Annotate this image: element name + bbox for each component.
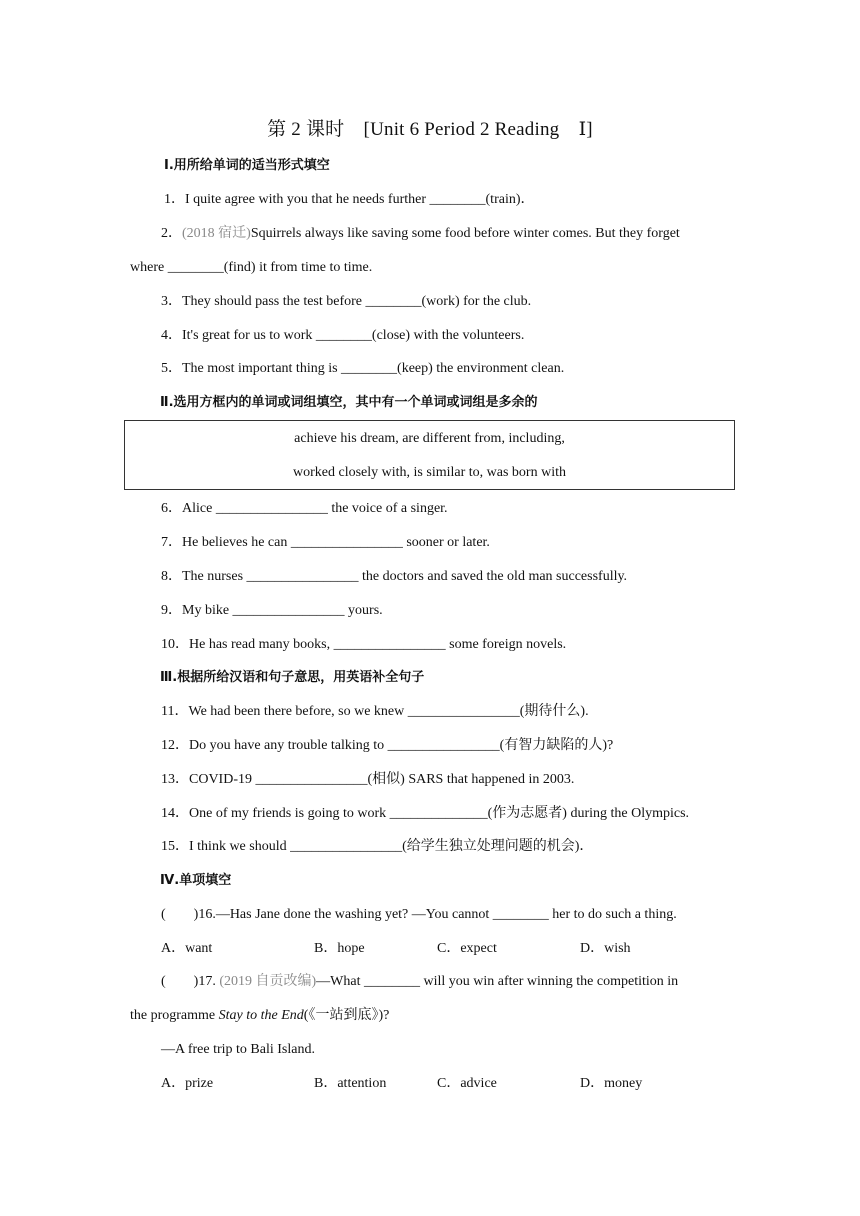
question-17-answer-line: —A free trip to Bali Island. [161, 1042, 315, 1057]
question-15: 15．I think we should ________________(给学生独立处理问题的机会)． [161, 839, 594, 854]
question-17-number: ( )17. [161, 974, 220, 989]
question-17-option-d: D．money [580, 1076, 643, 1091]
question-2-continued: where ________(find) it from time to time. [130, 260, 373, 275]
section-2-heading: Ⅱ.选用方框内的单词或词组填空，其中有一个单词或词组是多余的 [160, 395, 538, 410]
question-10: 10．He has read many books, ________________ some foreign novels. [161, 637, 567, 652]
question-3: 3．They should pass the test before ________(work) for the club. [161, 294, 532, 309]
question-17-cont-post: (《一站到底》)? [303, 1008, 390, 1023]
word-box-line-1: achieve his dream, are different from, including, [294, 431, 565, 446]
question-17-source: (2019 自贡改编) [219, 974, 317, 989]
question-17-option-b: B．attention [314, 1076, 387, 1091]
question-17-text: —What ________ will you win after winning the competition in [316, 974, 679, 989]
question-16-option-c: C．expect [437, 941, 497, 956]
question-12: 12．Do you have any trouble talking to ________________(有智力缺陷的人)? [161, 738, 614, 753]
question-17-option-c: C．advice [437, 1076, 497, 1091]
question-4: 4．It's great for us to work ________(close) with the volunteers. [161, 328, 525, 343]
question-13: 13．COVID-19 ________________(相似) SARS that happened in 2003. [161, 772, 575, 787]
question-7: 7．He believes he can ________________ sooner or later. [161, 535, 490, 550]
question-2-source: (2018 宿迁) [182, 226, 251, 241]
question-5: 5．The most important thing is ________(keep) the environment clean. [161, 361, 565, 376]
question-6: 6．Alice ________________ the voice of a singer. [161, 501, 448, 516]
section-3-heading: Ⅲ.根据所给汉语和句子意思，用英语补全句子 [160, 670, 425, 685]
page-title: 第 2 课时 [Unit 6 Period 2 Reading Ⅰ] [267, 119, 593, 140]
question-17 [161, 973, 678, 991]
question-14: 14．One of my friends is going to work ______________(作为志愿者) during the Olympics. [161, 806, 690, 821]
question-2-text: Squirrels always like saving some food before winter comes. But they forget [250, 226, 680, 241]
question-16: ( )16.—Has Jane done the washing yet? —You cannot ________ her to do such a thing. [161, 907, 677, 922]
question-2 [161, 225, 680, 243]
question-16-option-a: A．want [161, 941, 213, 956]
section-4-heading: Ⅳ.单项填空 [160, 873, 232, 888]
question-8: 8．The nurses ________________ the doctors and saved the old man successfully. [161, 569, 628, 584]
question-9: 9．My bike ________________ yours. [161, 603, 383, 618]
word-box-line-2: worked closely with, is similar to, was born with [293, 465, 566, 480]
section-1-heading: Ⅰ.用所给单词的适当形式填空 [164, 158, 330, 173]
question-17-cont-pre: the programme [130, 1008, 219, 1023]
question-17-option-a: A．prize [161, 1076, 214, 1091]
question-16-option-b: B．hope [314, 941, 365, 956]
question-1: 1．I quite agree with you that he needs further ________(train)． [164, 192, 535, 207]
word-box [124, 420, 735, 490]
question-17-continued [130, 1007, 389, 1025]
question-11: 11．We had been there before, so we knew ________________(期待什么). [161, 704, 589, 719]
question-17-programme-title: Stay to the End [218, 1008, 304, 1023]
question-16-option-d: D．wish [580, 941, 631, 956]
question-2-number: 2． [161, 226, 182, 241]
